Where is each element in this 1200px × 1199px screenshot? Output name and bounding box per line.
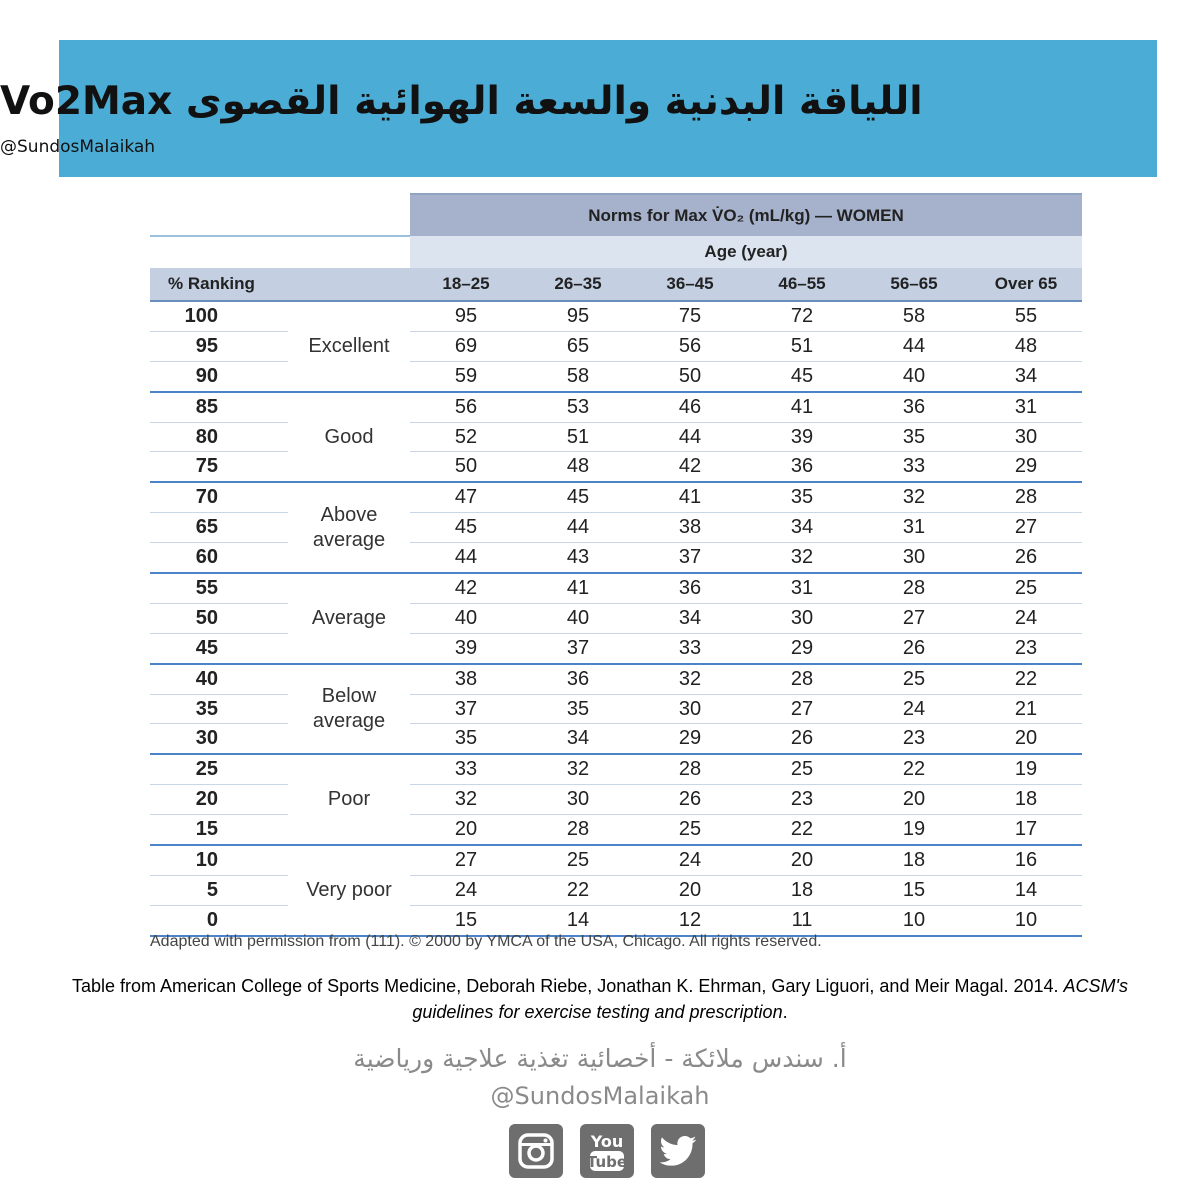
value-cell: 29 [746, 633, 858, 663]
value-cell: 18 [746, 875, 858, 905]
rank-cell: 45 [150, 633, 288, 663]
value-cell: 45 [746, 361, 858, 391]
value-cell: 35 [522, 694, 634, 724]
value-cell: 20 [858, 785, 970, 815]
value-cell: 41 [522, 573, 634, 603]
author-handle: @SundosMalaikah [490, 1082, 710, 1110]
value-cell: 59 [410, 361, 522, 391]
vo2max-norms-table [150, 193, 1082, 937]
category-label: Excellent [308, 334, 390, 357]
rank-cell: 0 [150, 905, 288, 935]
value-cell: 46 [634, 392, 746, 422]
author-name: أ. سندس ملائكة - أخصائية تغذية علاجية ورياضية [353, 1044, 847, 1073]
value-cell: 36 [634, 573, 746, 603]
value-cell: 47 [410, 482, 522, 512]
value-cell: 18 [970, 785, 1082, 815]
value-cell: 11 [746, 905, 858, 935]
value-cell: 26 [970, 543, 1082, 573]
value-cell: 34 [522, 724, 634, 754]
value-cell: 24 [858, 694, 970, 724]
twitter-link[interactable] [651, 1124, 705, 1178]
value-cell: 51 [522, 422, 634, 452]
value-cell: 23 [746, 785, 858, 815]
value-cell: 53 [522, 392, 634, 422]
value-cell: 28 [522, 815, 634, 845]
value-cell: 22 [858, 754, 970, 784]
table-row [150, 482, 1082, 512]
rank-cell: 95 [150, 331, 288, 361]
value-cell: 20 [970, 724, 1082, 754]
category-cell [288, 664, 410, 755]
value-cell: 30 [746, 603, 858, 633]
category-label: Below average [312, 685, 386, 733]
value-cell: 52 [410, 422, 522, 452]
value-cell: 51 [746, 331, 858, 361]
value-cell: 41 [634, 482, 746, 512]
value-cell: 33 [410, 754, 522, 784]
value-cell: 34 [746, 513, 858, 543]
value-cell: 40 [858, 361, 970, 391]
value-cell: 16 [970, 845, 1082, 875]
rank-cell: 65 [150, 513, 288, 543]
rank-cell: 75 [150, 452, 288, 482]
value-cell: 56 [410, 392, 522, 422]
youtube-text-bottom: Tube [586, 1153, 628, 1171]
rank-cell: 40 [150, 664, 288, 694]
header-blank [150, 194, 410, 236]
category-label: Very poor [306, 878, 392, 901]
value-cell: 32 [858, 482, 970, 512]
value-cell: 44 [410, 543, 522, 573]
value-cell: 44 [522, 513, 634, 543]
value-cell: 34 [634, 603, 746, 633]
value-cell: 24 [634, 845, 746, 875]
rank-cell: 30 [150, 724, 288, 754]
age-column-header: 18–25 [410, 268, 522, 301]
category-label: Above average [312, 503, 386, 551]
age-column-header: 46–55 [746, 268, 858, 301]
value-cell: 42 [634, 452, 746, 482]
value-cell: 19 [970, 754, 1082, 784]
value-cell: 36 [858, 392, 970, 422]
value-cell: 28 [634, 754, 746, 784]
norms-title: Norms for Max V̇O₂ (mL/kg) — WOMEN [410, 194, 1082, 236]
value-cell: 37 [634, 543, 746, 573]
value-cell: 41 [746, 392, 858, 422]
age-column-header: 26–35 [522, 268, 634, 301]
value-cell: 32 [746, 543, 858, 573]
value-cell: 42 [410, 573, 522, 603]
value-cell: 29 [970, 452, 1082, 482]
rank-cell: 20 [150, 785, 288, 815]
value-cell: 43 [522, 543, 634, 573]
value-cell: 26 [858, 633, 970, 663]
value-cell: 20 [746, 845, 858, 875]
value-cell: 23 [970, 633, 1082, 663]
age-column-header: 36–45 [634, 268, 746, 301]
value-cell: 28 [970, 482, 1082, 512]
citation-book-title: ACSM's guidelines for exercise testing and prescription [412, 976, 1128, 1022]
value-cell: 25 [522, 845, 634, 875]
citation [40, 973, 1160, 1025]
value-cell: 27 [410, 845, 522, 875]
category-cell [288, 845, 410, 936]
rank-cell: 50 [150, 603, 288, 633]
value-cell: 10 [970, 905, 1082, 935]
value-cell: 18 [858, 845, 970, 875]
category-cell [288, 482, 410, 573]
category-cell [288, 573, 410, 664]
value-cell: 39 [746, 422, 858, 452]
rank-cell: 60 [150, 543, 288, 573]
value-cell: 15 [858, 875, 970, 905]
value-cell: 44 [634, 422, 746, 452]
value-cell: 28 [858, 573, 970, 603]
value-cell: 14 [970, 875, 1082, 905]
value-cell: 55 [970, 301, 1082, 331]
rank-cell: 80 [150, 422, 288, 452]
value-cell: 75 [634, 301, 746, 331]
value-cell: 58 [858, 301, 970, 331]
youtube-text-top: You [590, 1132, 624, 1151]
category-cell [288, 392, 410, 483]
value-cell: 24 [970, 603, 1082, 633]
value-cell: 36 [746, 452, 858, 482]
value-cell: 72 [746, 301, 858, 331]
rank-header: % Ranking [150, 268, 410, 301]
banner-handle: @SundosMalaikah [0, 137, 156, 157]
age-column-header: 56–65 [858, 268, 970, 301]
rank-cell: 55 [150, 573, 288, 603]
value-cell: 39 [410, 633, 522, 663]
value-cell: 29 [634, 724, 746, 754]
youtube-link[interactable] [580, 1124, 634, 1178]
value-cell: 34 [970, 361, 1082, 391]
value-cell: 21 [970, 694, 1082, 724]
header-blank-2 [150, 236, 410, 268]
value-cell: 38 [410, 664, 522, 694]
value-cell: 20 [410, 815, 522, 845]
value-cell: 23 [858, 724, 970, 754]
citation-suffix: . [782, 1002, 788, 1022]
category-label: Average [311, 606, 387, 629]
value-cell: 25 [970, 573, 1082, 603]
rank-cell: 90 [150, 361, 288, 391]
value-cell: 19 [858, 815, 970, 845]
value-cell: 30 [858, 543, 970, 573]
rank-cell: 5 [150, 875, 288, 905]
value-cell: 27 [970, 513, 1082, 543]
value-cell: 44 [858, 331, 970, 361]
table-row [150, 664, 1082, 694]
value-cell: 31 [858, 513, 970, 543]
value-cell: 22 [746, 815, 858, 845]
twitter-icon [658, 1131, 698, 1171]
value-cell: 37 [522, 633, 634, 663]
value-cell: 32 [410, 785, 522, 815]
instagram-icon [516, 1131, 556, 1171]
rank-cell: 70 [150, 482, 288, 512]
table-row [150, 754, 1082, 784]
value-cell: 22 [522, 875, 634, 905]
age-label: Age (year) [410, 236, 1082, 268]
value-cell: 50 [634, 361, 746, 391]
value-cell: 40 [410, 603, 522, 633]
value-cell: 25 [634, 815, 746, 845]
value-cell: 27 [746, 694, 858, 724]
value-cell: 15 [410, 905, 522, 935]
value-cell: 14 [522, 905, 634, 935]
value-cell: 65 [522, 331, 634, 361]
page-title-text: اللياقة البدنية والسعة الهوائية القصوى Vo2Max [0, 79, 923, 124]
table-footnote: Adapted with permission from (111). © 2000 by YMCA of the USA, Chicago. All rights reserved. [150, 933, 822, 950]
value-cell: 35 [746, 482, 858, 512]
value-cell: 32 [522, 754, 634, 784]
page-title [0, 79, 1200, 124]
value-cell: 48 [970, 331, 1082, 361]
value-cell: 36 [522, 664, 634, 694]
value-cell: 56 [634, 331, 746, 361]
value-cell: 37 [410, 694, 522, 724]
value-cell: 50 [410, 452, 522, 482]
value-cell: 69 [410, 331, 522, 361]
category-cell [288, 754, 410, 845]
rank-cell: 100 [150, 301, 288, 331]
table-row [150, 301, 1082, 331]
value-cell: 30 [634, 694, 746, 724]
value-cell: 25 [858, 664, 970, 694]
category-cell [288, 301, 410, 392]
value-cell: 28 [746, 664, 858, 694]
value-cell: 24 [410, 875, 522, 905]
value-cell: 48 [522, 452, 634, 482]
value-cell: 31 [746, 573, 858, 603]
value-cell: 35 [410, 724, 522, 754]
value-cell: 35 [858, 422, 970, 452]
value-cell: 58 [522, 361, 634, 391]
value-cell: 30 [970, 422, 1082, 452]
citation-prefix: Table from American College of Sports Medicine, Deborah Riebe, Jonathan K. Ehrman, Gary Liguori, and Meir Magal. 2014. [72, 976, 1064, 996]
value-cell: 26 [634, 785, 746, 815]
value-cell: 22 [970, 664, 1082, 694]
rank-cell: 85 [150, 392, 288, 422]
table-row [150, 845, 1082, 875]
value-cell: 10 [858, 905, 970, 935]
category-label: Poor [327, 788, 371, 811]
value-cell: 26 [746, 724, 858, 754]
value-cell: 12 [634, 905, 746, 935]
rank-cell: 10 [150, 845, 288, 875]
value-cell: 30 [522, 785, 634, 815]
value-cell: 33 [634, 633, 746, 663]
youtube-icon [585, 1128, 629, 1174]
value-cell: 95 [522, 301, 634, 331]
rank-cell: 15 [150, 815, 288, 845]
value-cell: 20 [634, 875, 746, 905]
value-cell: 25 [746, 754, 858, 784]
value-cell: 27 [858, 603, 970, 633]
value-cell: 45 [410, 513, 522, 543]
value-cell: 38 [634, 513, 746, 543]
table-row [150, 573, 1082, 603]
value-cell: 45 [522, 482, 634, 512]
rank-cell: 35 [150, 694, 288, 724]
value-cell: 32 [634, 664, 746, 694]
table-row [150, 392, 1082, 422]
value-cell: 95 [410, 301, 522, 331]
category-label: Good [324, 425, 374, 448]
value-cell: 33 [858, 452, 970, 482]
value-cell: 31 [970, 392, 1082, 422]
age-column-header: Over 65 [970, 268, 1082, 301]
value-cell: 17 [970, 815, 1082, 845]
instagram-link[interactable] [509, 1124, 563, 1178]
value-cell: 40 [522, 603, 634, 633]
rank-cell: 25 [150, 754, 288, 784]
